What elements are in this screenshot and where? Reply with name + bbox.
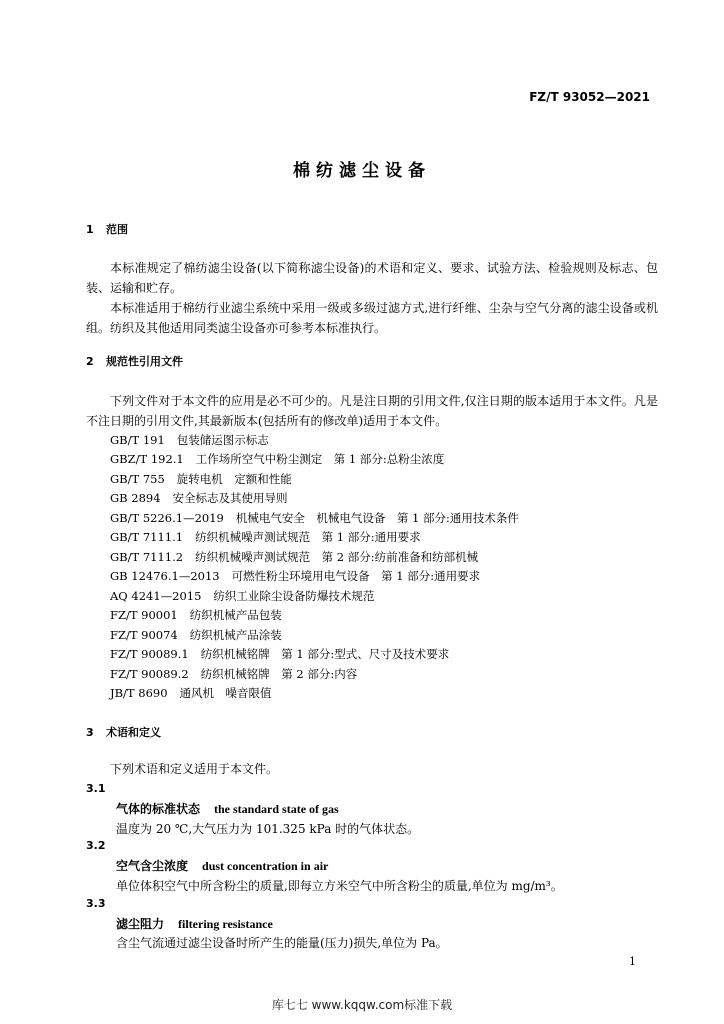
- reference-code: GBZ/T 192.1: [110, 452, 184, 466]
- reference-title: 纺织机械铭牌 第 1 部分:型式、尺寸及技术要求: [200, 647, 450, 661]
- term-name-zh: 空气含尘浓度: [116, 859, 189, 873]
- term-number: 3.1: [86, 782, 106, 795]
- section-title: 术语和定义: [106, 726, 161, 739]
- reference-item: [110, 471, 292, 487]
- footer-watermark: 库七七 www.kqqw.com标准下载: [271, 998, 453, 1012]
- reference-item: [110, 685, 272, 701]
- reference-item: [110, 627, 282, 643]
- reference-item: [110, 549, 478, 565]
- section-title: 规范性引用文件: [106, 355, 183, 368]
- term-name-en: the standard state of gas: [214, 802, 339, 816]
- reference-item: [110, 432, 269, 448]
- reference-title: 可燃性粉尘环境用电气设备 第 1 部分:通用要求: [231, 569, 481, 583]
- section-2-intro: 下列文件对于本文件的应用是必不可少的。凡是注日期的引用文件,仅注日期的版本适用于本文件。凡是不注日期的引用文件,其最新版本(包括所有的修改单)适用于本文件。: [86, 394, 658, 428]
- reference-item: [110, 588, 374, 604]
- reference-title: 纺织机械噪声测试规范 第 2 部分:纺前准备和纺部机械: [195, 550, 479, 564]
- reference-code: FZ/T 90001: [110, 608, 178, 622]
- term-number: 3.3: [86, 897, 106, 910]
- reference-title: 包装储运图示标志: [176, 433, 269, 447]
- reference-title: 纺织机械产品包装: [189, 608, 282, 622]
- reference-code: AQ 4241—2015: [110, 589, 202, 603]
- reference-code: FZ/T 90089.2: [110, 667, 189, 681]
- section-title: 范围: [106, 223, 128, 236]
- section-1-paragraph: 本标准适用于棉纺行业滤尘系统中采用一级或多级过滤方式,进行纤维、尘杂与空气分离的滤尘设备或机组。纺织及其他适用同类滤尘设备亦可参考本标准执行。: [86, 301, 658, 335]
- reference-code: JB/T 8690: [110, 686, 168, 700]
- reference-title: 通风机 噪音限值: [179, 686, 272, 700]
- reference-code: FZ/T 90089.1: [110, 647, 189, 661]
- reference-item: [110, 510, 519, 526]
- term-name-en: filtering resistance: [178, 917, 273, 931]
- term-definition: 含尘气流通过滤尘设备时所产生的能量(压力)损失,单位为 Pa。: [116, 936, 448, 950]
- section-number: 2: [86, 355, 94, 368]
- section-number: 1: [86, 223, 94, 236]
- section-2-heading: [86, 353, 183, 369]
- section-1-heading: [86, 221, 128, 237]
- reference-item: [110, 451, 444, 467]
- term-name: [116, 800, 339, 817]
- term-name-zh: 气体的标准状态: [116, 802, 201, 816]
- section-number: 3: [86, 726, 94, 739]
- reference-title: 纺织机械铭牌 第 2 部分:内容: [200, 667, 358, 681]
- reference-title: 工作场所空气中粉尘测定 第 1 部分:总粉尘浓度: [195, 452, 445, 466]
- term-name: [116, 915, 273, 932]
- reference-item: [110, 646, 449, 662]
- reference-code: FZ/T 90074: [110, 628, 178, 642]
- term-number: 3.2: [86, 839, 106, 852]
- term-definition: 温度为 20 ℃,大气压力为 101.325 kPa 时的气体状态。: [116, 822, 420, 836]
- standard-code: FZ/T 93052—2021: [529, 90, 650, 104]
- reference-code: GB 2894: [110, 491, 161, 505]
- reference-title: 机械电气安全 机械电气设备 第 1 部分:通用技术条件: [235, 511, 519, 525]
- page-number: 1: [629, 955, 636, 968]
- reference-title: 纺织机械噪声测试规范 第 1 部分:通用要求: [195, 530, 421, 544]
- term-definition: 单位体积空气中所含粉尘的质量,即每立方米空气中所含粉尘的质量,单位为 mg/m³。: [116, 879, 563, 893]
- reference-code: GB/T 5226.1—2019: [110, 511, 224, 525]
- section-3-intro: 下列术语和定义适用于本文件。: [110, 762, 279, 776]
- reference-code: GB 12476.1—2013: [110, 569, 220, 583]
- reference-item: [110, 666, 357, 682]
- reference-code: GB/T 755: [110, 472, 165, 486]
- document-title: 棉纺滤尘设备: [293, 161, 431, 181]
- section-3-heading: [86, 724, 161, 740]
- reference-code: GB/T 7111.2: [110, 550, 184, 564]
- reference-title: 纺织工业除尘设备防爆技术规范: [213, 589, 375, 603]
- term-name-zh: 滤尘阻力: [116, 917, 165, 931]
- section-1-paragraph: 本标准规定了棉纺滤尘设备(以下简称滤尘设备)的术语和定义、要求、试验方法、检验规则及标志、包装、运输和贮存。: [86, 261, 658, 295]
- reference-code: GB/T 191: [110, 433, 165, 447]
- reference-item: [110, 607, 282, 623]
- reference-code: GB/T 7111.1: [110, 530, 184, 544]
- reference-item: [110, 529, 421, 545]
- reference-title: 纺织机械产品涂装: [189, 628, 282, 642]
- reference-title: 安全标志及其使用导则: [172, 491, 288, 505]
- reference-item: [110, 490, 288, 506]
- term-name: [116, 857, 328, 874]
- reference-item: [110, 568, 480, 584]
- term-name-en: dust concentration in air: [202, 859, 329, 873]
- reference-title: 旋转电机 定额和性能: [176, 472, 292, 486]
